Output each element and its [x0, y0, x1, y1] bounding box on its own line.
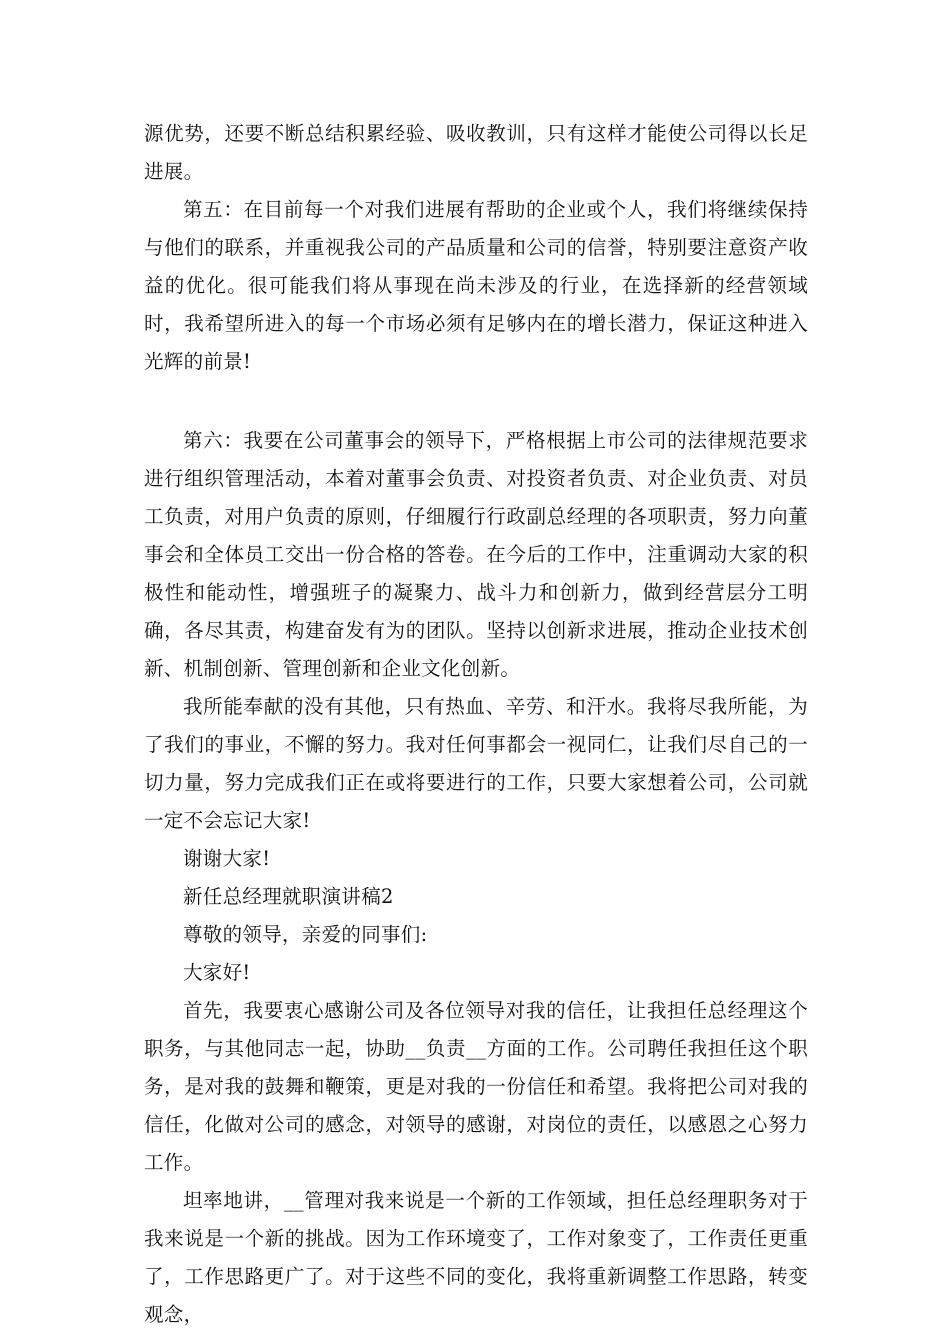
- paragraph-dedication: 我所能奉献的没有其他，只有热血、辛劳、和汗水。我将尽我所能，为了我们的事业，不懈的努力。我对任何事都会一视同仁，让我们尽自己的一切力量，努力完成我们正在或将要进行的工作，只要大家想着公司，公司就一定不会忘记大家!: [144, 695, 808, 832]
- paragraph-gratitude: 首先，我要衷心感谢公司及各位领导对我的信任，让我担任总经理这个职务，与其他同志一起，协助__负责__方面的工作。公司聘任我担任这个职务，是对我的鼓舞和鞭策，更是对我的一份信任和希望。我将把公司对我的信任，化做对公司的感念，对领导的感谢，对岗位的责任，以感恩之心努力工作。: [144, 999, 808, 1174]
- paragraph-continuation: 源优势，还要不断总结积累经验、吸收教训，只有这样才能使公司得以长足进展。: [144, 122, 808, 183]
- paragraph-point-six: 第六：我要在公司董事会的领导下，严格根据上市公司的法律规范要求进行组织管理活动，本着对董事会负责、对投资者负责、对企业负责、对员工负责，对用户负责的原则，仔细履行行政副总经理的各项职责，努力向董事会和全体员工交出一份合格的答卷。在今后的工作中，注重调动大家的积极性和能动性，增强班子的凝聚力、战斗力和创新力，做到经营层分工明确，各尽其责，构建奋发有为的团队。坚持以创新求进展，推动企业技术创新、机制创新、管理创新和企业文化创新。: [144, 429, 808, 680]
- paragraph-new-challenge: 坦率地讲，__管理对我来说是一个新的工作领域，担任总经理职务对于我来说是一个新的挑战。因为工作环境变了，工作对象变了，工作责任更重了，工作思路更广了。对于这些不同的变化，我将重新调整工作思路，转变观念，: [144, 1189, 808, 1326]
- paragraph-thanks: 谢谢大家!: [183, 847, 271, 870]
- document-body: [144, 115, 808, 1334]
- greeting: 大家好!: [183, 961, 251, 984]
- paragraph-point-five: 第五：在目前每一个对我们进展有帮助的企业或个人，我们将继续保持与他们的联系，并重视我公司的产品质量和公司的信誉，特别要注意资产收益的优化。很可能我们将从事现在尚未涉及的行业，在选择新的经营领域时，我希望所进入的每一个市场必须有足够内在的增长潜力，保证这种进入光辉的前景!: [144, 198, 808, 373]
- salutation: 尊敬的领导，亲爱的同事们:: [183, 923, 428, 946]
- section-title: 新任总经理就职演讲稿2: [183, 885, 394, 908]
- blank-line: [144, 381, 808, 422]
